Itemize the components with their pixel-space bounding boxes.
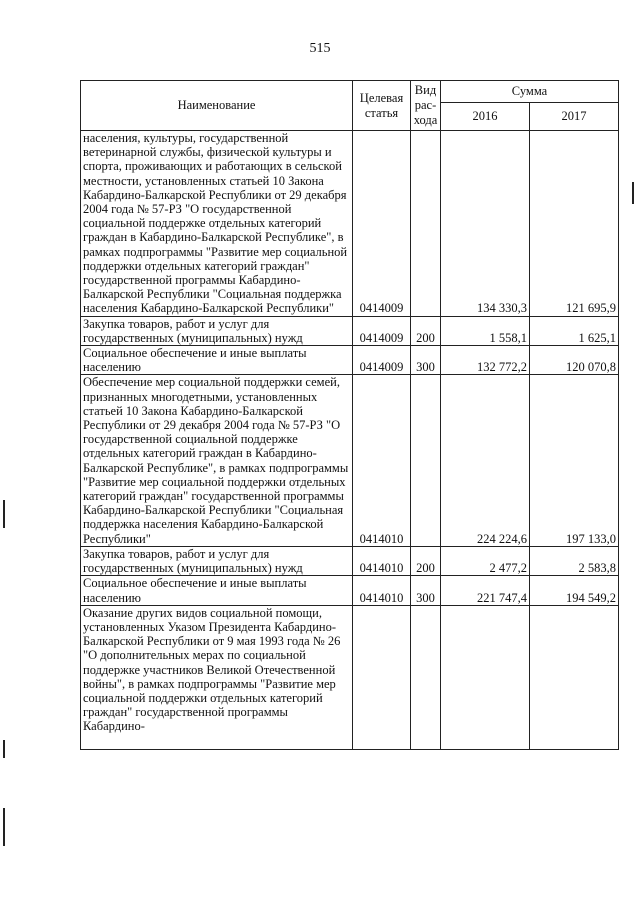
- table-row: [81, 605, 619, 749]
- row-kind: [411, 375, 441, 546]
- row-amount-2017: 2 583,8: [530, 546, 619, 575]
- row-amount-2016: 221 747,4: [441, 576, 530, 605]
- row-code: 0414009: [353, 316, 411, 345]
- row-amount-2016: 134 330,3: [441, 131, 530, 317]
- row-amount-2016: 132 772,2: [441, 346, 530, 375]
- row-name: Социальное обеспечение и иные выплаты населению: [81, 346, 353, 375]
- row-name: Обеспечение мер социальной поддержки семей, признанных многодетными, установленных статьей 10 Закона Кабардино-Балкарской Республики от 29 декабря 2004 года № 57-РЗ "О государственной социальной поддержке отдельных категорий граждан в Кабардино-Балкарской Республике", в рамках подпрограммы "Развитие мер социальной поддержки отдельных категорий граждан" государственной программы Кабардино-Балкарской Республики "Социальная поддержка населения Кабардино-Балкарской Республики": [81, 375, 353, 546]
- row-amount-2017: 120 070,8: [530, 346, 619, 375]
- row-amount-2017: 121 695,9: [530, 131, 619, 317]
- row-amount-2017: 194 549,2: [530, 576, 619, 605]
- column-header-2016: 2016: [441, 103, 530, 131]
- table-row: [81, 131, 619, 317]
- row-amount-2016: [441, 605, 530, 749]
- row-name: Закупка товаров, работ и услуг для государственных (муниципальных) нужд: [81, 546, 353, 575]
- row-amount-2017: [530, 605, 619, 749]
- row-amount-2016: 2 477,2: [441, 546, 530, 575]
- budget-table: [80, 80, 619, 750]
- row-name: Закупка товаров, работ и услуг для государственных (муниципальных) нужд: [81, 316, 353, 345]
- column-header-name: Наименование: [81, 81, 353, 131]
- column-header-kind: Вид рас-хода: [411, 81, 441, 131]
- column-header-sum: Сумма: [441, 81, 619, 103]
- row-code: 0414010: [353, 576, 411, 605]
- column-header-2017: 2017: [530, 103, 619, 131]
- row-kind: 200: [411, 316, 441, 345]
- row-amount-2016: 224 224,6: [441, 375, 530, 546]
- row-code: [353, 605, 411, 749]
- page-number: 515: [309, 41, 331, 56]
- table-row: [81, 375, 619, 546]
- row-kind: [411, 605, 441, 749]
- row-code: 0414009: [353, 346, 411, 375]
- scan-edge-mark: [632, 182, 634, 204]
- table-row: [81, 576, 619, 605]
- row-amount-2017: 197 133,0: [530, 375, 619, 546]
- table-row: [81, 316, 619, 345]
- row-name: Социальное обеспечение и иные выплаты населению: [81, 576, 353, 605]
- row-kind: 300: [411, 576, 441, 605]
- scan-edge-mark: [3, 740, 5, 758]
- table-row: [81, 346, 619, 375]
- row-amount-2017: 1 625,1: [530, 316, 619, 345]
- table-row: [81, 546, 619, 575]
- row-kind: 200: [411, 546, 441, 575]
- row-name: Оказание других видов социальной помощи, установленных Указом Президента Кабардино-Балкарской Республики от 9 мая 1993 года № 26 "О дополнительных мерах по социальной поддержке участников Великой Отечественной войны", в рамках подпрограммы "Развитие мер социальной поддержки отдельных категорий граждан" государственной программы Кабардино-: [81, 605, 353, 749]
- row-name: населения, культуры, государственной ветеринарной службы, физической культуры и спорта, проживающих и работающих в сельской местности, установленных статьей 10 Закона Кабардино-Балкарской Республики от 29 декабря 2004 года № 57-РЗ "О государственной социальной поддержке отдельных категорий граждан в Кабардино-Балкарской Республике", в рамках подпрограммы "Развитие мер социальной поддержки отдельных категорий граждан" государственной программы Кабардино-Балкарской Республики "Социальная поддержка населения Кабардино-Балкарской Республики": [81, 131, 353, 317]
- scan-edge-mark: [3, 808, 5, 846]
- row-kind: 300: [411, 346, 441, 375]
- row-amount-2016: 1 558,1: [441, 316, 530, 345]
- row-code: 0414010: [353, 375, 411, 546]
- row-code: 0414009: [353, 131, 411, 317]
- column-header-target: Целевая статья: [353, 81, 411, 131]
- row-kind: [411, 131, 441, 317]
- scan-edge-mark: [3, 500, 5, 528]
- row-code: 0414010: [353, 546, 411, 575]
